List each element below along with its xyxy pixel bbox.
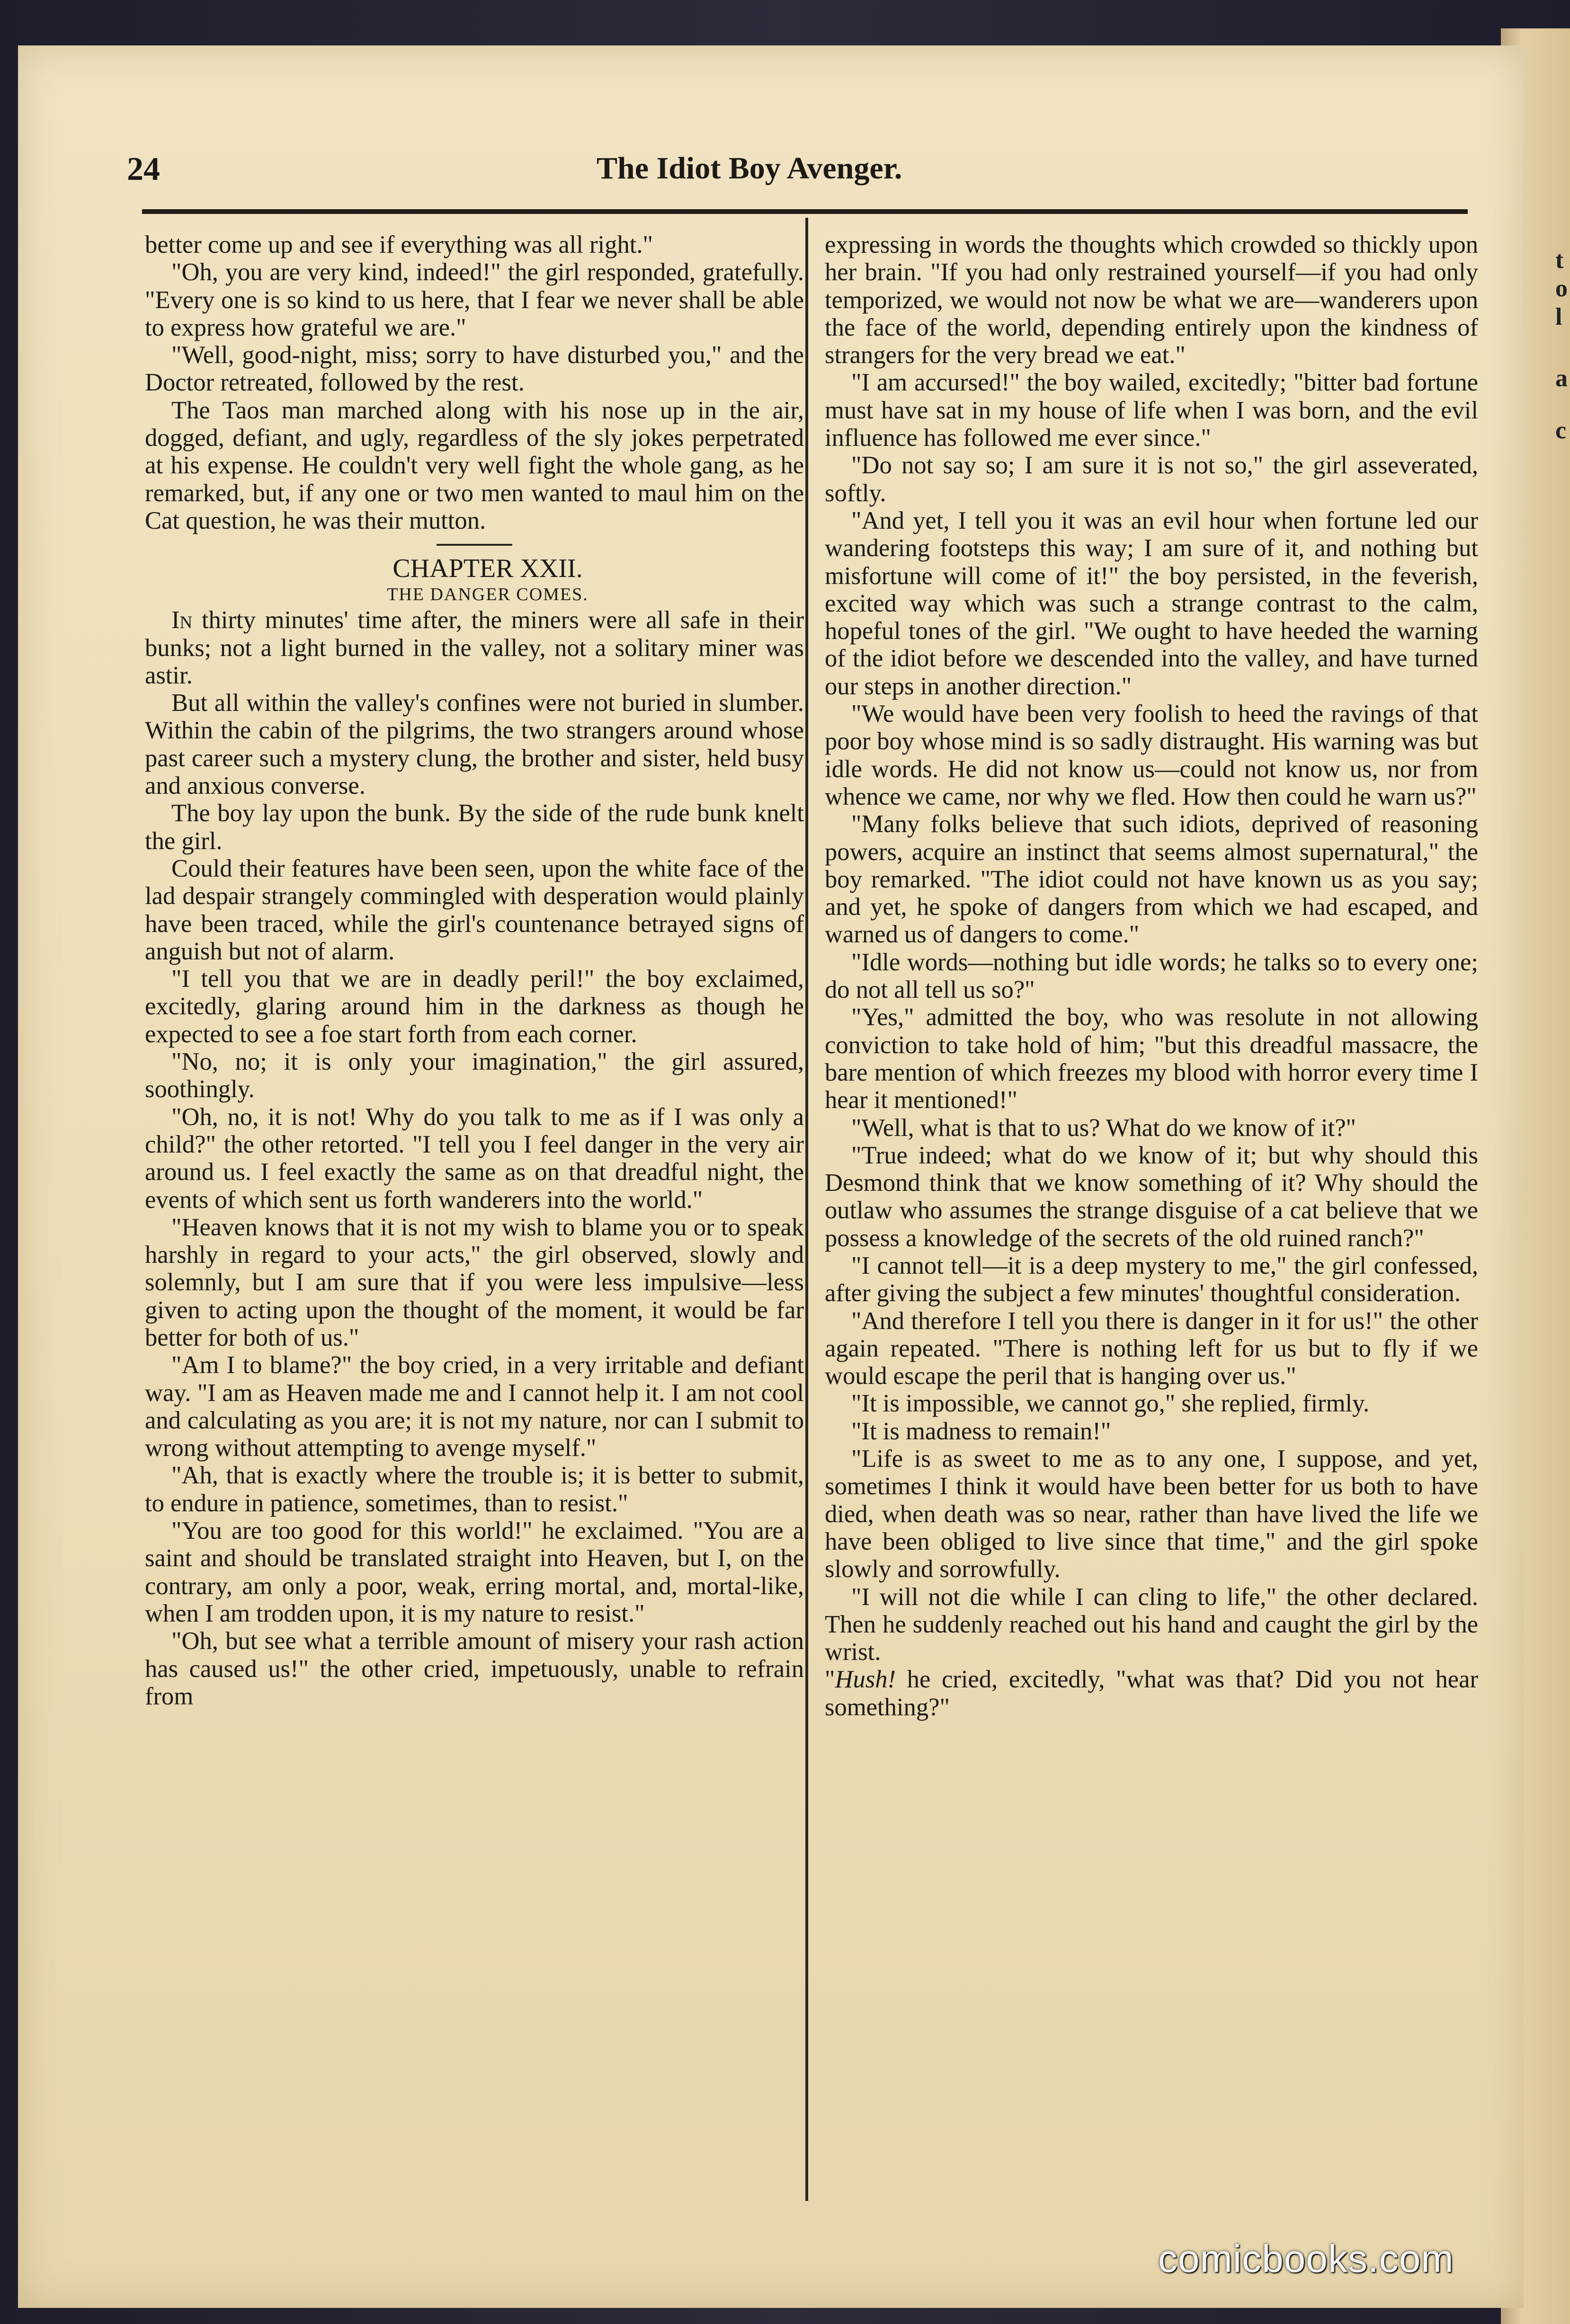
paragraph: "Idle words—nothing but idle words; he talks so to every one; do not all tell us so?"	[825, 948, 1478, 1004]
paragraph: "I tell you that we are in deadly peril!" the boy exclaimed, excitedly, glaring around him in the darkness as though he expected to see a foe start forth from each corner.	[145, 965, 804, 1048]
paragraph: "Well, good-night, miss; sorry to have disturbed you," and the Doctor retreated, followed by the rest.	[145, 341, 804, 397]
paragraph: "Oh, you are very kind, indeed!" the girl responded, gratefully. "Every one is so kind to us here, that I fear we never shall be able to express how grateful we are."	[145, 258, 804, 341]
paragraph: "I am accursed!" the boy wailed, excitedly; "bitter bad fortune must have sat in my house of life when I was born, and the evil influence has followed me ever since."	[825, 369, 1478, 452]
paragraph: "Do not say so; I am sure it is not so," the girl asseverated, softly.	[825, 452, 1478, 507]
edge-letter: t	[1555, 247, 1564, 274]
chapter-divider	[437, 544, 512, 546]
paragraph: "And therefore I tell you there is danger in it for us!" the other again repeated. "There is nothing left for us but to fly if we would escape the peril that is hanging over us."	[825, 1307, 1478, 1390]
paragraph: "Ah, that is exactly where the trouble is; it is better to submit, to endure in patience, sometimes, than to resist."	[145, 1462, 804, 1517]
paragraph: "Well, what is that to us? What do we know of it?"	[851, 1114, 1356, 1142]
open-quote: "	[825, 1666, 835, 1694]
running-title: The Idiot Boy Avenger.	[597, 151, 902, 186]
paragraph: better come up and see if everything was all right."	[145, 231, 653, 258]
edge-letter: a	[1555, 365, 1568, 392]
paragraph-text: he cried, excitedly, "what was that? Did you not hear something?"	[825, 1666, 1478, 1721]
paragraph: "You are too good for this world!" he exclaimed. "You are a saint and should be translated straight into Heaven, but I, on the contrary, am only a poor, weak, erring mortal, and, mortal-like, when I am trodden upon, it is my nature to resist."	[145, 1517, 804, 1627]
paragraph: expressing in words the thoughts which crowded so thickly upon her brain. "If you had only restrained yourself—if you had only temporized, we would not now be what we are—wanderers upon the face of the world, depending entirely upon the kindness of strangers for the very bread we eat."	[825, 231, 1478, 369]
paragraph: "True indeed; what do we know of it; but why should this Desmond think that we know something of it? Why should the outlaw who assumes the strange disguise of a cat believe that we possess a knowledge of the secrets of the old ruined ranch?"	[825, 1141, 1478, 1252]
paragraph: The Taos man marched along with his nose up in the air, dogged, defiant, and ugly, regardless of the sly jokes perpetrated at his expense. He couldn't very well fight the whole gang, as he remarked, but, if any one or two men wanted to maul him on the Cat question, he was their mutton.	[145, 396, 804, 534]
paragraph: Could their features have been seen, upon the white face of the lad despair strangely commingled with desperation would plainly have been traced, while the girl's countenance betrayed signs of anguish but not of alarm.	[145, 854, 804, 965]
paragraph: "Life is as sweet to me as to any one, I suppose, and yet, sometimes I think it would have been better for us both to have died, when death was so near, rather than have lived the life we have been obliged to live since that time," and the girl spoke slowly and sorrowfully.	[825, 1445, 1478, 1583]
first-word: In	[171, 606, 193, 634]
paragraph-text: thirty minutes' time after, the miners were all safe in their bunks; not a light burned in the valley, not a solitary miner was astir.	[145, 606, 804, 689]
edge-letter: c	[1555, 417, 1567, 444]
italic-exclamation: Hush!	[835, 1666, 896, 1694]
header-rule	[142, 209, 1468, 214]
paragraph: "Yes," admitted the boy, who was resolute in not allowing conviction to take hold of him; "but this dreadful massacre, the bare mention of which freezes my blood with horror every time I hear it mentioned!"	[825, 1003, 1478, 1114]
paragraph: "Many folks believe that such idiots, deprived of reasoning powers, acquire an instinct that seems almost supernatural," the boy remarked. "The idiot could not have known us as you say; and yet, he spoke of dangers from which we had escaped, and warned us of dangers to come."	[825, 810, 1478, 949]
paragraph: "And yet, I tell you it was an evil hour when fortune led our wandering footsteps this way; I am sure of it, and nothing but misfortune will come of it!" the boy persisted, in the feverish, excited way which was such a strange contrast to the calm, hopeful tones of the girl. "We ought to have heeded the warning of the idiot before we descended into the valley, and have turned our steps in another direction."	[825, 506, 1478, 700]
chapter-title: CHAPTER XXII.	[392, 554, 583, 584]
column-divider	[805, 218, 808, 2201]
paragraph: "Am I to blame?" the boy cried, in a very irritable and defiant way. "I am as Heaven made me and I cannot help it. I am not cool and calculating as you are; it is not my nature, nor can I submit to wrong without attempting to avenge myself."	[145, 1351, 804, 1462]
paragraph: "We would have been very foolish to heed the ravings of that poor boy whose mind is so sadly distraught. His warning was but idle words. He did not know us—could not know us, nor from whence we came, nor why we fled. How then could he warn us?"	[825, 700, 1478, 810]
left-column	[145, 231, 804, 1710]
edge-letter: o	[1555, 275, 1568, 302]
page-number: 24	[127, 151, 160, 187]
paragraph: "It is madness to remain!"	[851, 1417, 1111, 1445]
right-column	[825, 231, 1478, 1721]
paragraph: But all within the valley's confines were not buried in slumber. Within the cabin of the pilgrims, the two strangers around whose past career such a mystery clung, the brother and sister, held busy and anxious converse.	[145, 689, 804, 800]
final-line	[825, 1666, 1478, 1721]
paragraph: "Oh, no, it is not! Why do you talk to me as if I was only a child?" the other retorted. "I tell you I feel danger in the very air around us. I feel exactly the same as on that dreadful night, the events of which sent us forth wanderers into the world."	[145, 1103, 804, 1214]
edge-letter: l	[1555, 303, 1562, 330]
paragraph: "I cannot tell—it is a deep mystery to me," the girl confessed, after giving the subject a few minutes' thoughtful consideration.	[825, 1251, 1478, 1307]
watermark: comicbooks.com	[1158, 2237, 1454, 2280]
paragraph: "Heaven knows that it is not my wish to blame you or to speak harshly in regard to your acts," the girl observed, slowly and solemnly, but I am sure that if you were less impulsive—less given to acting upon the thought of the moment, it would be far better for both of us."	[145, 1213, 804, 1351]
paragraph: "Oh, but see what a terrible amount of misery your rash action has caused us!" the other cried, impetuously, unable to refrain from	[145, 1627, 804, 1710]
chapter-subtitle: THE DANGER COMES.	[387, 585, 589, 605]
paragraph: "No, no; it is only your imagination," the girl assured, soothingly.	[145, 1048, 804, 1103]
paragraph: "I will not die while I can cling to life," the other declared. Then he suddenly reached out his hand and caught the girl by the wrist.	[825, 1583, 1478, 1666]
chapter-opening-paragraph	[145, 606, 804, 689]
paragraph: The boy lay upon the bunk. By the side of the rude bunk knelt the girl.	[145, 799, 804, 855]
paragraph: "It is impossible, we cannot go," she replied, firmly.	[851, 1390, 1370, 1418]
